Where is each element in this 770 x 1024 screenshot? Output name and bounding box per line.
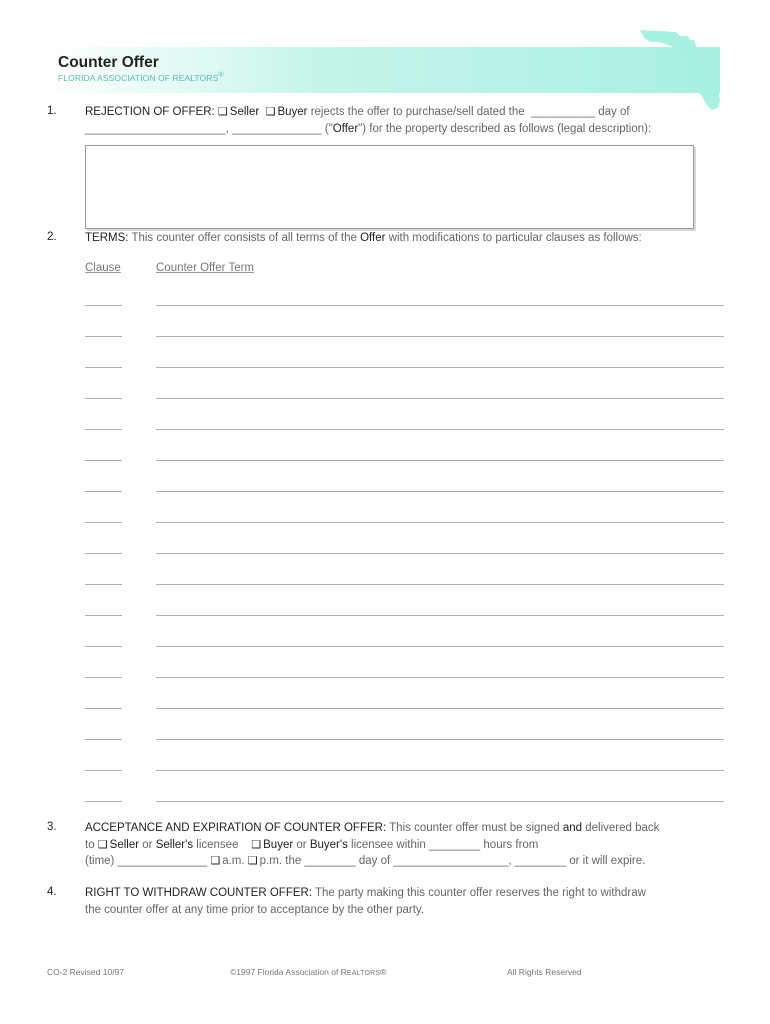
clause-blank[interactable] <box>85 305 122 306</box>
form-subtitle <box>58 72 224 83</box>
section-3-number: 3. <box>47 821 57 833</box>
expire-year-blank[interactable]: ________ <box>514 855 567 867</box>
or-word: or <box>296 838 307 851</box>
offer-word: Offer <box>332 122 359 135</box>
counter-offer-term-blank[interactable] <box>156 522 724 523</box>
colon: : <box>211 106 215 118</box>
comma: , <box>508 855 512 867</box>
buyers-label: Buyer's <box>309 838 348 851</box>
clause-blank[interactable] <box>85 491 122 492</box>
to-word: to <box>85 838 95 851</box>
terms-row <box>85 584 725 585</box>
clause-blank[interactable] <box>85 460 122 461</box>
comma: , <box>225 122 229 135</box>
sellers-label: Seller's <box>155 838 194 851</box>
clause-blank[interactable] <box>85 677 122 678</box>
terms-row <box>85 677 725 678</box>
clause-blank[interactable] <box>85 646 122 647</box>
counter-offer-term-blank[interactable] <box>156 584 724 585</box>
counter-offer-term-blank[interactable] <box>156 491 724 492</box>
terms-row <box>85 491 725 492</box>
the-word: the <box>285 855 302 867</box>
seller-label: Seller <box>109 838 140 851</box>
seller-checkbox[interactable]: ❑ <box>217 106 228 118</box>
section-4-number: 4. <box>47 886 57 898</box>
am-label: a.m. <box>222 855 245 867</box>
section-3-heading: ACCEPTANCE AND EXPIRATION OF COUNTER OFFER: <box>85 822 387 834</box>
copyright-prefix: ©1997 Florida Association of R <box>230 967 347 977</box>
terms-row <box>85 305 725 306</box>
day-of-text: day of <box>358 855 391 867</box>
clause-blank[interactable] <box>85 553 122 554</box>
hours-from-text: hours from <box>483 838 539 851</box>
form-id: CO-2 Revised 10/97 <box>47 967 125 977</box>
offer-word: Offer <box>360 232 386 244</box>
quote-open: (" <box>324 122 333 135</box>
pm-checkbox[interactable]: ❑ <box>247 855 258 867</box>
counter-offer-term-blank[interactable] <box>156 770 724 771</box>
day-of-text: day of <box>598 106 630 118</box>
copyright-smallcaps: EALTORS <box>346 970 381 977</box>
buyer-label: Buyer <box>263 838 294 851</box>
terms-row <box>85 770 725 771</box>
pm-label: p.m. <box>259 855 283 867</box>
withdraw-text-b: the counter offer at any time prior to acceptance by the other party. <box>85 903 425 916</box>
time-label: (time) <box>85 855 115 867</box>
buyer-label: Buyer <box>277 106 308 118</box>
expire-day-blank[interactable]: ________ <box>304 855 356 867</box>
terms-row <box>85 367 725 368</box>
clause-blank[interactable] <box>85 336 122 337</box>
copyright-mark: ® <box>380 967 387 977</box>
hours-blank[interactable]: ________ <box>429 838 481 851</box>
terms-row <box>85 429 725 430</box>
seller-label: Seller <box>229 106 260 118</box>
clause-blank[interactable] <box>85 429 122 430</box>
terms-row <box>85 553 725 554</box>
section-4-text <box>85 885 725 918</box>
time-blank[interactable]: ______________ <box>117 855 208 867</box>
section-1-heading: REJECTION OF OFFER <box>85 106 212 118</box>
offer-year-blank[interactable]: ______________ <box>232 122 322 135</box>
legal-description-text: for the property described as follows (legal description): <box>369 122 652 135</box>
counter-offer-term-blank[interactable] <box>156 398 724 399</box>
counter-offer-term-blank[interactable] <box>156 429 724 430</box>
rights-reserved: All Rights Reserved <box>507 967 582 977</box>
florida-state-map-icon <box>636 26 726 114</box>
terms-row <box>85 801 725 802</box>
counter-offer-term-blank[interactable] <box>156 305 724 306</box>
clause-blank[interactable] <box>85 770 122 771</box>
subtitle-text: FLORIDA ASSOCIATION OF REALTORS <box>58 72 219 83</box>
section-4-heading: RIGHT TO WITHDRAW COUNTER OFFER: <box>85 887 313 899</box>
counter-offer-term-blank[interactable] <box>156 646 724 647</box>
terms-row <box>85 615 725 616</box>
clause-blank[interactable] <box>85 708 122 709</box>
or-word: or <box>142 838 153 851</box>
seller-delivery-checkbox[interactable]: ❑ <box>97 838 108 851</box>
form-title: Counter Offer <box>58 54 159 71</box>
copyright <box>230 967 387 977</box>
offer-month-blank[interactable]: ______________________ <box>85 122 226 135</box>
section-3-text <box>85 820 725 870</box>
counter-offer-term-blank[interactable] <box>156 553 724 554</box>
counter-offer-term-blank[interactable] <box>156 708 724 709</box>
counter-offer-term-blank[interactable] <box>156 615 724 616</box>
terms-row <box>85 646 725 647</box>
section-2-text <box>85 230 725 247</box>
counter-offer-term-blank[interactable] <box>156 336 724 337</box>
section-2-number: 2. <box>47 231 57 243</box>
clause-blank[interactable] <box>85 367 122 368</box>
clause-blank[interactable] <box>85 615 122 616</box>
expire-text: or it will expire. <box>569 855 646 867</box>
buyer-checkbox[interactable]: ❑ <box>265 106 276 118</box>
terms-row <box>85 460 725 461</box>
counter-offer-term-blank[interactable] <box>156 739 724 740</box>
registered-mark: ® <box>218 72 224 79</box>
counter-offer-term-blank[interactable] <box>156 677 724 678</box>
counter-offer-term-column-header: Counter Offer Term <box>156 262 255 274</box>
am-checkbox[interactable]: ❑ <box>210 855 221 867</box>
offer-date-blank[interactable]: __________ <box>531 106 596 118</box>
buyer-delivery-checkbox[interactable]: ❑ <box>251 838 262 851</box>
section-1-text <box>85 104 725 137</box>
section-2-heading: TERMS: <box>85 232 129 244</box>
licensee-within-text: licensee within <box>351 838 426 851</box>
acceptance-text-a: This counter offer must be signed <box>389 822 560 834</box>
terms-row <box>85 336 725 337</box>
terms-row <box>85 739 725 740</box>
counter-offer-term-blank[interactable] <box>156 367 724 368</box>
quote-close: ") <box>358 122 367 135</box>
clause-blank[interactable] <box>85 739 122 740</box>
terms-text-a: This counter offer consists of all terms of the <box>131 232 357 244</box>
clause-column-header: Clause <box>85 262 121 274</box>
section-1-number: 1. <box>47 105 57 117</box>
clause-blank[interactable] <box>85 522 122 523</box>
rejection-text: rejects the offer to purchase/sell dated the <box>310 106 525 118</box>
clause-blank[interactable] <box>85 801 122 802</box>
clause-blank[interactable] <box>85 398 122 399</box>
counter-offer-term-blank[interactable] <box>156 460 724 461</box>
terms-row <box>85 398 725 399</box>
terms-row <box>85 522 725 523</box>
terms-row <box>85 708 725 709</box>
withdraw-text-a: The party making this counter offer reserves the right to withdraw <box>315 887 646 899</box>
terms-text-b: with modifications to particular clauses as follows: <box>388 232 642 244</box>
expire-month-blank[interactable]: __________________ <box>393 855 509 867</box>
acceptance-text-b: delivered back <box>585 822 660 834</box>
legal-description-box[interactable] <box>85 145 694 229</box>
licensee-text: licensee <box>196 838 239 851</box>
clause-blank[interactable] <box>85 584 122 585</box>
and-word: and <box>562 822 583 834</box>
counter-offer-term-blank[interactable] <box>156 801 724 802</box>
